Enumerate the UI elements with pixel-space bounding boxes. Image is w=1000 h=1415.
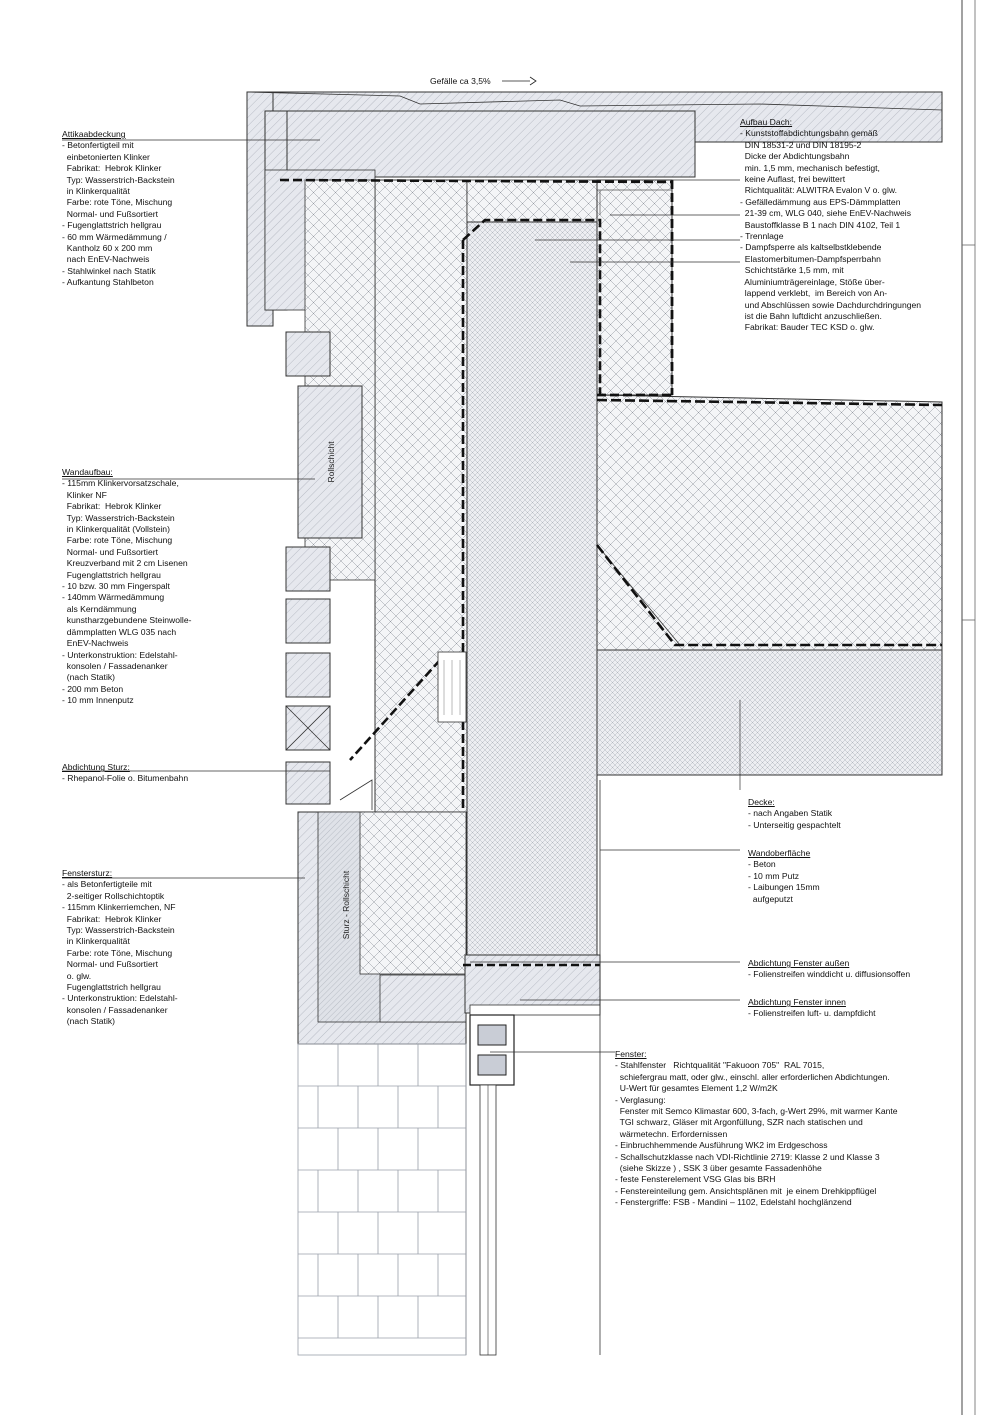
note-title: Wandaufbau:: [62, 467, 113, 477]
note-line: min. 1,5 mm, mechanisch befestigt,: [740, 162, 880, 173]
sturz-rollschicht-label: Sturz - Rollschicht: [341, 870, 351, 940]
sheet-frame: [962, 0, 975, 1415]
note-line: Baustoffklasse B 1 nach DIN 4102, Teil 1: [740, 219, 901, 230]
note-aufbau-dach: [740, 117, 921, 334]
note-line: - Einbruchhemmende Ausführung WK2 im Erdgeschoss: [615, 1140, 828, 1151]
note-line: konsolen / Fassadenanker: [62, 1004, 168, 1015]
facade-anchor: [438, 652, 466, 722]
note-line: lappend verklebt, im Bereich von An-: [740, 288, 888, 299]
note-line: - Gefälledämmung aus EPS-Dämmplatten: [740, 196, 901, 207]
note-line: Elastomerbitumen-Dampfsperrbahn: [740, 253, 881, 264]
note-line: Fabrikat: Hebrok Klinker: [62, 913, 162, 924]
note-title: Wandoberfläche: [748, 848, 811, 858]
note-line: dämmplatten WLG 035 nach: [62, 626, 177, 637]
note-line: - Aufkantung Stahlbeton: [62, 277, 154, 288]
note-line: - Betonfertigteil mit: [62, 140, 134, 151]
note-line: Farbe: rote Töne, Mischung: [62, 535, 173, 546]
note-line: - Folienstreifen winddicht u. diffusionsoffen: [748, 969, 911, 980]
note-line: - 10 bzw. 30 mm Fingerspalt: [62, 581, 170, 592]
note-line: - Unterkonstruktion: Edelstahl-: [62, 993, 178, 1004]
note-line: Normal- und Fußsortiert: [62, 546, 158, 557]
note-line: - Stahlfenster Richtqualität "Fakuoon 705" RAL 7015,: [615, 1060, 825, 1071]
note-line: - Trennlage: [740, 231, 784, 242]
window-lintel: [298, 780, 466, 1044]
note-line: in Klinkerqualität (Vollstein): [62, 524, 170, 535]
note-lines: [62, 879, 178, 1027]
note-line: Klinker NF: [62, 489, 107, 500]
note-line: schiefergrau matt, oder glw., einschl. aller erforderlichen Abdichtungen.: [615, 1071, 890, 1082]
note-line: in Klinkerqualität: [62, 936, 130, 947]
note-line: - 115mm Klinkervorsatzschale,: [62, 478, 179, 489]
note-line: Typ: Wasserstrich-Backstein: [62, 925, 175, 936]
note-line: Fabrikat: Hebrok Klinker: [62, 163, 162, 174]
note-lines: [62, 773, 188, 784]
note-line: - 60 mm Wärmedämmung /: [62, 231, 167, 242]
note-title: Decke:: [748, 797, 775, 807]
note-line: Farbe: rote Töne, Mischung: [62, 947, 173, 958]
note-line: Fugenglattstrich hellgrau: [62, 982, 161, 993]
note-line: - Fugenglattstrich hellgrau: [62, 220, 162, 231]
note-line: 21-39 cm, WLG 040, siehe EnEV-Nachweis: [740, 208, 911, 219]
note-line: einbetonierten Klinker: [62, 151, 150, 162]
note-line: Fenster mit Semco Klimastar 600, 3-fach, g-Wert 29%, mit warmer Kante: [615, 1106, 898, 1117]
note-line: Fabrikat: Bauder TEC KSD o. glw.: [740, 322, 875, 333]
note-line: Aluminiumträgereinlage, Stöße über-: [740, 276, 885, 287]
note-line: Dicke der Abdichtungsbahn: [740, 151, 850, 162]
note-line: - Folienstreifen luft- u. dampfdicht: [748, 1008, 876, 1019]
note-line: - 200 mm Beton: [62, 683, 124, 694]
note-line: (siehe Skizze ) , SSK 3 über gesamte Fassadenhöhe: [615, 1163, 822, 1174]
note-line: - 10 mm Putz: [748, 870, 800, 881]
note-line: und Abschlüssen sowie Dachdurchdringungen: [740, 299, 922, 310]
note-line: - Schallschutzklasse nach VDI-Richtlinie 2719: Klasse 2 und Klasse 3: [615, 1151, 880, 1162]
note-line: - Beton: [748, 859, 776, 870]
note-line: TGI schwarz, Gläser mit Argonfüllung, SZR nach statischen und: [615, 1117, 863, 1128]
note-lines: [748, 808, 841, 831]
note-line: - Unterseitig gespachtelt: [748, 819, 841, 830]
note-line: als Kerndämmung: [62, 603, 137, 614]
note-title: Abdichtung Sturz:: [62, 762, 130, 772]
note-title: Abdichtung Fenster innen: [748, 997, 846, 1007]
note-line: Typ: Wasserstrich-Backstein: [62, 512, 175, 523]
note-title: Abdichtung Fenster außen: [748, 958, 850, 968]
note-line: - Stahlwinkel nach Statik: [62, 265, 156, 276]
note-line: keine Auflast, frei bewittert: [740, 174, 846, 185]
note-lines: [62, 140, 175, 288]
note-line: wärmetechn. Erfordernissen: [615, 1128, 728, 1139]
note-line: 2-seitiger Rollschichtoptik: [62, 890, 165, 901]
note-line: - Laibungen 15mm: [748, 882, 820, 893]
note-line: (nach Statik): [62, 672, 116, 683]
note-lines: [748, 859, 820, 905]
note-lines: [740, 128, 921, 333]
note-line: Schichtstärke 1,5 mm, mit: [740, 265, 844, 276]
note-line: EnEV-Nachweis: [62, 638, 129, 649]
note-line: - Verglasung:: [615, 1094, 666, 1105]
brick-wall-below: [298, 1044, 466, 1355]
note-abdichtung-fenster-aussen: [748, 958, 910, 981]
note-line: Typ: Wasserstrich-Backstein: [62, 174, 175, 185]
note-lines: [62, 478, 191, 706]
note-line: - als Betonfertigteile mit: [62, 879, 152, 890]
note-line: Farbe: rote Töne, Mischung: [62, 197, 173, 208]
note-decke: [748, 797, 841, 831]
note-line: Kreuzverband mit 2 cm Lisenen: [62, 558, 188, 569]
note-line: - 140mm Wärmedämmung: [62, 592, 165, 603]
note-line: - Rhepanol-Folie o. Bitumenbahn: [62, 773, 189, 784]
note-line: Normal- und Fußsortiert: [62, 208, 158, 219]
note-attikaabdeckung: [62, 129, 175, 289]
note-wandaufbau: [62, 467, 191, 707]
note-line: o. glw.: [62, 970, 92, 981]
note-lines: [748, 969, 910, 980]
note-line: - 10 mm Innenputz: [62, 695, 134, 706]
note-line: Fabrikat: Hebrok Klinker: [62, 501, 162, 512]
note-line: Normal- und Fußsortiert: [62, 959, 158, 970]
note-line: - Dampfsperre als kaltselbstklebende: [740, 242, 882, 253]
note-line: Kantholz 60 x 200 mm: [62, 243, 153, 254]
note-line: in Klinkerqualität: [62, 186, 130, 197]
note-line: (nach Statik): [62, 1016, 116, 1027]
note-line: - Kunststoffabdichtungsbahn gemäß: [740, 128, 878, 139]
note-line: nach EnEV-Nachweis: [62, 254, 150, 265]
note-lines: [748, 1008, 876, 1019]
note-title: Attikaabdeckung: [62, 129, 126, 139]
note-line: - Fenstergriffe: FSB - Mandini – 1102, Edelstahl hochglänzend: [615, 1197, 852, 1208]
note-line: - feste Fensterelement VSG Glas bis BRH: [615, 1174, 776, 1185]
note-line: konsolen / Fassadenanker: [62, 660, 168, 671]
slope-label: Gefälle ca 3,5%: [430, 76, 491, 86]
note-fenstersturz: [62, 868, 178, 1028]
note-wandoberflaeche: [748, 848, 820, 905]
note-abdichtung-fenster-innen: [748, 997, 876, 1020]
note-line: - Fenstereinteilung gem. Ansichtsplänen mit je einem Drehkippflügel: [615, 1185, 877, 1196]
note-title: Fenstersturz:: [62, 868, 113, 878]
rollschicht-label: Rollschicht: [326, 441, 336, 483]
note-line: kunstharzgebundene Steinwolle-: [62, 615, 192, 626]
note-fenster: [615, 1049, 898, 1209]
note-title: Fenster:: [615, 1049, 647, 1059]
slope-indicator: [502, 77, 536, 85]
note-title: Aufbau Dach:: [740, 117, 793, 127]
note-line: Richtqualität: ALWITRA Evalon V o. glw.: [740, 185, 897, 196]
note-line: U-Wert für gesamtes Element 1,2 W/m2K: [615, 1083, 778, 1094]
note-line: - nach Angaben Statik: [748, 808, 833, 819]
note-line: - Unterkonstruktion: Edelstahl-: [62, 649, 178, 660]
note-line: DIN 18531-2 und DIN 18195-2: [740, 139, 862, 150]
note-abdichtung-sturz: [62, 762, 188, 785]
note-lines: [615, 1060, 898, 1208]
note-line: - 115mm Klinkerriemchen, NF: [62, 902, 176, 913]
note-line: ist die Bahn luftdicht anzuschließen.: [740, 310, 882, 321]
note-line: Fugenglattstrich hellgrau: [62, 569, 161, 580]
note-line: aufgeputzt: [748, 893, 793, 904]
